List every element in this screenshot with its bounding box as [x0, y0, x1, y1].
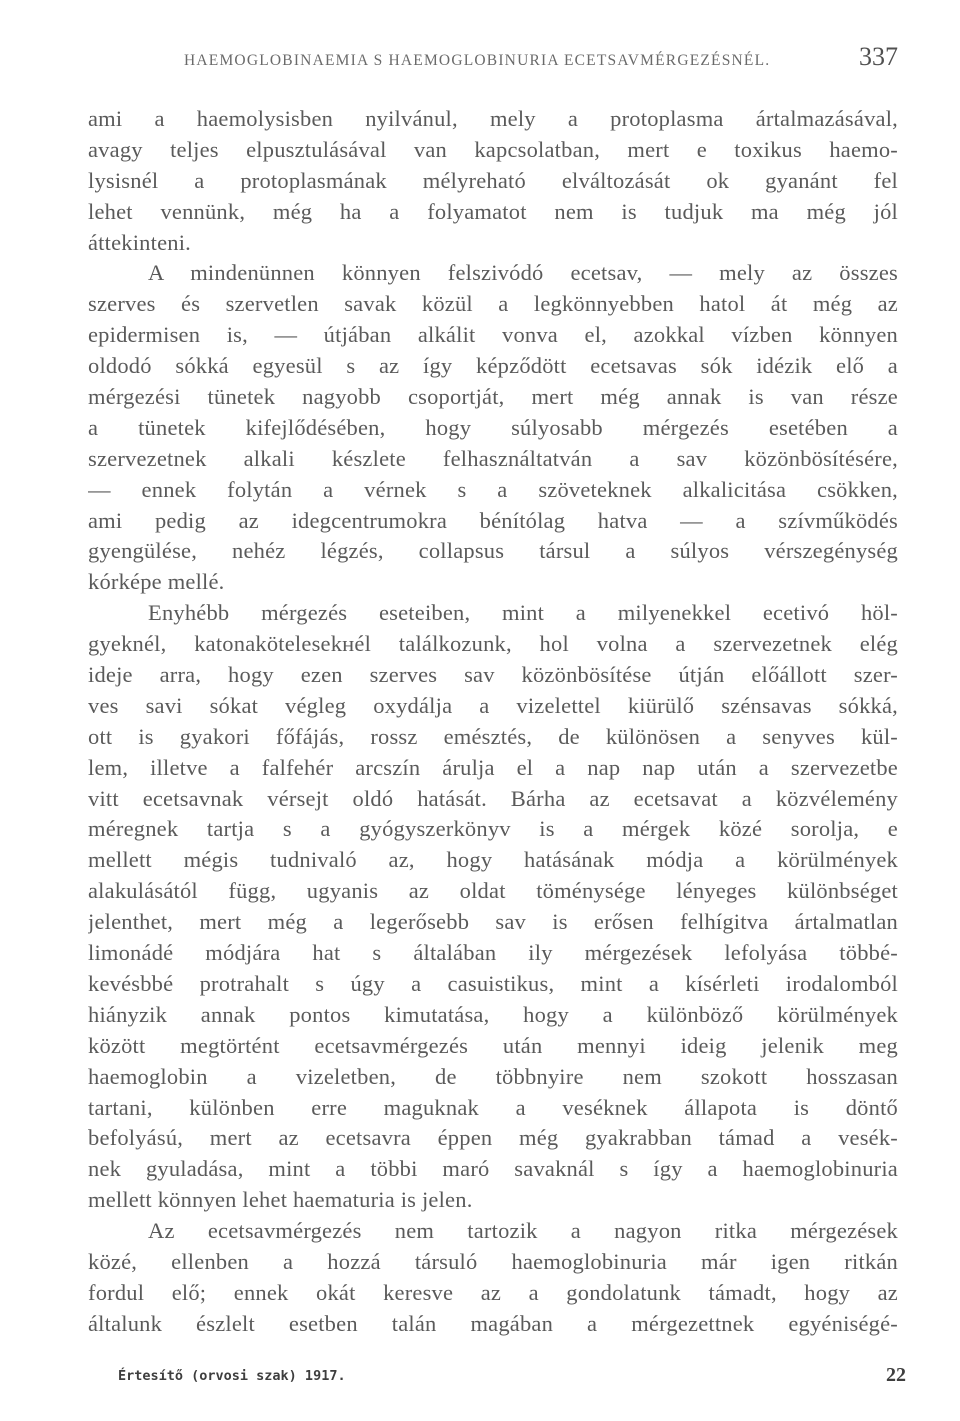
text-line: ami a haemolysisben nyilvánul, mely a protoplasma ártalmazásával, — [88, 106, 898, 131]
text-line: limonádé módjára hat s általában ily mérgezések lefolyása többé- — [88, 940, 898, 966]
text-line: fordul elő; ennek okát keresve az a gondolatunk támadt, hogy az — [88, 1279, 898, 1305]
text-line: ideje arra, hogy ezen szerves sav közönbösítése útján előállott szer- — [88, 662, 898, 688]
page-number: 337 — [859, 42, 898, 71]
signature-mark: 22 — [886, 1364, 906, 1386]
text-line: nek gyuladása, mint a többi maró savaknál s így a haemoglobinuria — [88, 1156, 898, 1182]
page-footer — [118, 1364, 906, 1388]
text-line: avagy teljes elpusztulásával van kapcsolatban, mert e toxikus haemo- — [88, 136, 898, 162]
text-line: áttekinteni. — [88, 229, 191, 255]
text-line: mellett könnyen lehet haematuria is jelen. — [88, 1187, 473, 1213]
text-line: ves savi sókat végleg oxydálja a vizelettel kiürülő szénsavas sókká, — [88, 692, 898, 718]
document-page — [88, 40, 898, 1340]
text-line: A mindenünnen könnyen felszivódó ecetsav, — mely az összes — [148, 260, 898, 286]
paragraph — [88, 1216, 898, 1340]
journal-citation: Értesítő (orvosi szak) 1917. — [118, 1368, 346, 1384]
text-line: tartani, különben erre maguknak a veséknek állapota is döntő — [88, 1094, 898, 1120]
running-head — [88, 40, 898, 80]
text-line: mérgezési tünetek nagyobb csoportját, mert még annak is van része — [88, 384, 898, 410]
text-line: epidermisen is, — útjában alkálit vonva el, azokkal vízben könnyen — [88, 322, 898, 348]
text-line: lysisnél a protoplasmának mélyreható elváltozását ok gyanánt fel — [88, 167, 898, 193]
text-line: kórképe mellé. — [88, 569, 225, 595]
text-line: ott is gyakori főfájás, rossz emésztés, de különösen a senyves kül- — [88, 723, 898, 749]
text-line: befolyású, mert az ecetsavra éppen még gyakrabban támad a vesék- — [88, 1125, 898, 1151]
text-line: lem, illetve a falfehér arcszín árulja el a nap nap után a szervezetbe — [88, 754, 898, 780]
text-line: gyeknél, katonakötelesekнél találkozunk, hol volna a szervezetnek elég — [88, 631, 898, 657]
body-text — [88, 104, 898, 1340]
text-line: jelenthet, mert még a legerősebb sav is erősen felhígitva ártalmatlan — [88, 909, 898, 935]
text-line: Az ecetsavmérgezés nem tartozik a nagyon ritka mérgezések — [148, 1218, 898, 1244]
paragraph — [88, 598, 898, 1216]
text-line: mellett mégis tudnivaló az, hogy hatásának módja a körülmények — [88, 847, 898, 873]
text-line: között megtörtént ecetsavmérgezés után mennyi ideig jelenik meg — [88, 1032, 898, 1058]
text-line: szervezetnek alkali készlete felhasználtatván a sav közönbösítésére, — [88, 445, 898, 471]
text-line: — ennek folytán a vérnek s a szöveteknek alkalicitása csökken, — [88, 476, 898, 502]
text-line: méregnek tartja s a gyógyszerkönyv is a mérgek közé sorolja, e — [88, 816, 898, 842]
text-line: általunk észlelt esetben talán magában a mérgezettnek egyéniségé- — [88, 1310, 898, 1336]
text-line: oldodó sókká egyesül s az így képződött ecetsavas sók idézik elő a — [88, 353, 898, 379]
text-line: alakulásától függ, ugyanis az oldat töménysége lényeges különbséget — [88, 878, 898, 904]
text-line: a tünetek kifejlődésében, hogy súlyosabb mérgezés esetében a — [88, 414, 898, 440]
text-line: haemoglobin a vizeletben, de többnyire nem szokott hosszasan — [88, 1063, 898, 1089]
text-line: lehet vennünk, még ha a folyamatot nem is tudjuk ma még jól — [88, 198, 898, 224]
paragraph — [88, 258, 898, 598]
running-title: HAEMOGLOBINAEMIA S HAEMOGLOBINURIA ECETSAVMÉRGEZÉSNÉL. — [184, 52, 771, 69]
text-line: szerves és szervetlen savak közül a legkönnyebben hatol át még az — [88, 291, 898, 317]
text-line: hiányzik annak pontos kimutatása, hogy a különböző körülmények — [88, 1001, 898, 1027]
text-line: gyengülése, nehéz légzés, collapsus társul a súlyos vérszegénység — [88, 538, 898, 564]
text-line: ami pedig az idegcentrumokra bénítólag hatva — a szívműködés — [88, 507, 898, 533]
text-line: vitt ecetsavnak vérsejt oldó hatását. Bárha az ecetsavat a közvélemény — [88, 785, 898, 811]
paragraph — [88, 104, 898, 258]
text-line: kevésbbé protrahalt s úgy a casuistikus, mint a kísérleti irodalomból — [88, 970, 898, 996]
text-line: közé, ellenben a hozzá társuló haemoglobinuria már igen ritkán — [88, 1248, 898, 1274]
text-line: Enyhébb mérgezés eseteiben, mint a milyenekkel ecetivó höl- — [148, 600, 898, 626]
